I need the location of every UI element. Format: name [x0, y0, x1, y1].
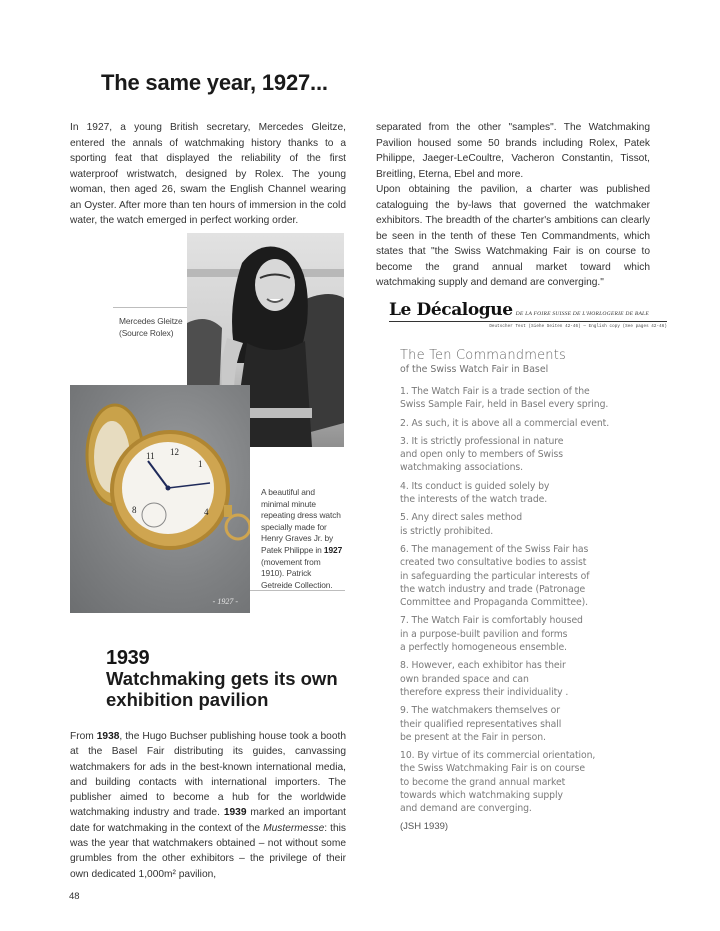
ten-commandments	[400, 348, 665, 832]
caption-divider	[250, 590, 345, 591]
commandments-source: (JSH 1939)	[400, 820, 449, 832]
commandment-item: 1. The Watch Fair is a trade section of the Swiss Sample Fair, held in Basel every spring.	[400, 386, 609, 411]
watch-photo-caption: A beautiful and minimal minute repeating dress watch specially made for Henry Graves Jr. by Patek Philippe in 1927 (movement from 1910). Patrick Getreide Collection.	[261, 487, 343, 590]
masthead-note: Deutscher Text (Siehe Seiten 42-46) — English copy (See pages 42-46)	[489, 325, 667, 329]
right-paragraph-2: Upon obtaining the pavilion, a charter was published cataloguing the by-laws that governed the watchmaker exhibitors. The breadth of the charter's ambitions can clearly be seen in the tenth of these Ten Commandments, which states that "the Swiss Watchmaking Fair is on course to become the grand annual market toward which watchmaking supply and demand are converging."	[376, 184, 650, 288]
commandment-item: 2. As such, it is above all a commercial event.	[400, 417, 610, 429]
right-paragraph-1: separated from the other "samples". The Watchmaking Pavilion housed some 50 brands including Rolex, Patek Philippe, Jaeger-LeCoultre, Vacheron Constantin, Tissot, Breitling, Eterna, Ebel and more.	[376, 122, 650, 180]
commandments-list	[400, 385, 665, 816]
svg-text:12: 12	[170, 447, 179, 457]
title-year: 1927...	[261, 70, 328, 95]
pocket-watch-illustration	[70, 385, 250, 613]
watch-year-overlay: - 1927 -	[212, 597, 238, 606]
section-body: From 1938, the Hugo Buchser publishing house took a booth at the Basel Fair distributing its guides, canvassing watchmakers for ads in the best-known international media, and building contacts with international importers. The publisher aimed to become a hub for the worldwide watchmaking industry and trade. 1939 marked an important date for watchmaking in the context of the Mustermesse: this was the year that watchmakers obtained – not without some grumbles from the other exhibitors – the privilege of their own dedicated 1,000m² pavilion,	[70, 731, 347, 880]
caption-source: (Source Rolex)	[119, 327, 174, 338]
year-1938: 1938	[96, 731, 120, 742]
decalogue-title: Le Décalogue	[389, 300, 513, 320]
svg-text:4: 4	[204, 507, 209, 517]
commandment-item: 9. The watchmakers themselves or their qualified representatives shall be present at the Fair in person.	[400, 705, 562, 743]
woman-photo-caption	[119, 316, 189, 339]
page-number: 48	[69, 891, 80, 902]
decalogue-subtitle: DE LA FOIRE SUISSE DE L'HORLOGERIE DE BALE	[515, 311, 649, 317]
commandment-item: 5. Any direct sales method is strictly prohibited.	[400, 512, 523, 537]
commandments-subtitle: of the Swiss Watch Fair in Basel	[400, 364, 549, 375]
svg-text:1: 1	[198, 459, 203, 469]
commandment-item: 6. The management of the Swiss Fair has created two consultative bodies to assist in safeguarding the particular interests of the watch industry and trade (Patronage Committee and Propaganda Committee).	[400, 543, 590, 609]
title-prefix: The same year,	[101, 70, 262, 95]
masthead-rule	[389, 321, 667, 322]
section-year: 1939	[106, 647, 150, 669]
commandment-item: 3. It is strictly professional in nature and open only to members of Swiss watchmaking associations.	[400, 435, 564, 474]
section-title: Watchmaking gets its own exhibition pavilion	[106, 668, 338, 710]
mustermesse-term: Mustermesse	[263, 822, 325, 834]
commandment-item: 8. However, each exhibitor has their own branded space and can therefore express their individuality .	[400, 660, 569, 698]
commandment-item: 10. By virtue of its commercial orientation, the Swiss Watchmaking Fair is on course to become the grand annual market towards which watchmaking supply and demand are converging.	[400, 750, 596, 815]
caption-year: 1927	[323, 544, 343, 555]
patek-philippe-watch-photo	[70, 385, 250, 613]
year-1939: 1939	[223, 807, 247, 819]
commandments-title: The Ten Commandments	[400, 348, 566, 363]
commandment-item: 4. Its conduct is guided solely by the interests of the watch trade.	[400, 480, 550, 506]
caption-name: Mercedes Gleitze	[119, 316, 183, 326]
decalogue-masthead	[389, 300, 667, 329]
commandment-item: 7. The Watch Fair is comfortably housed in a purpose-built pavilion and forms a perfectly homogeneous ensemble.	[400, 615, 583, 654]
svg-text:11: 11	[146, 451, 155, 461]
right-column-text	[376, 120, 650, 291]
caption-divider	[113, 307, 193, 308]
svg-text:8: 8	[132, 505, 137, 515]
page-title	[101, 70, 328, 96]
intro-paragraph: In 1927, a young British secretary, Mercedes Gleitze, entered the annals of watchmaking history thanks to a sporting feat that displayed the reliability of the first waterproof wristwatch, designed by Rolex. The young woman, then aged 26, swam the English Channel wearing an Oyster. After more than ten hours of immersion in the cold water, the watch emerged in perfect working order.	[70, 122, 346, 226]
